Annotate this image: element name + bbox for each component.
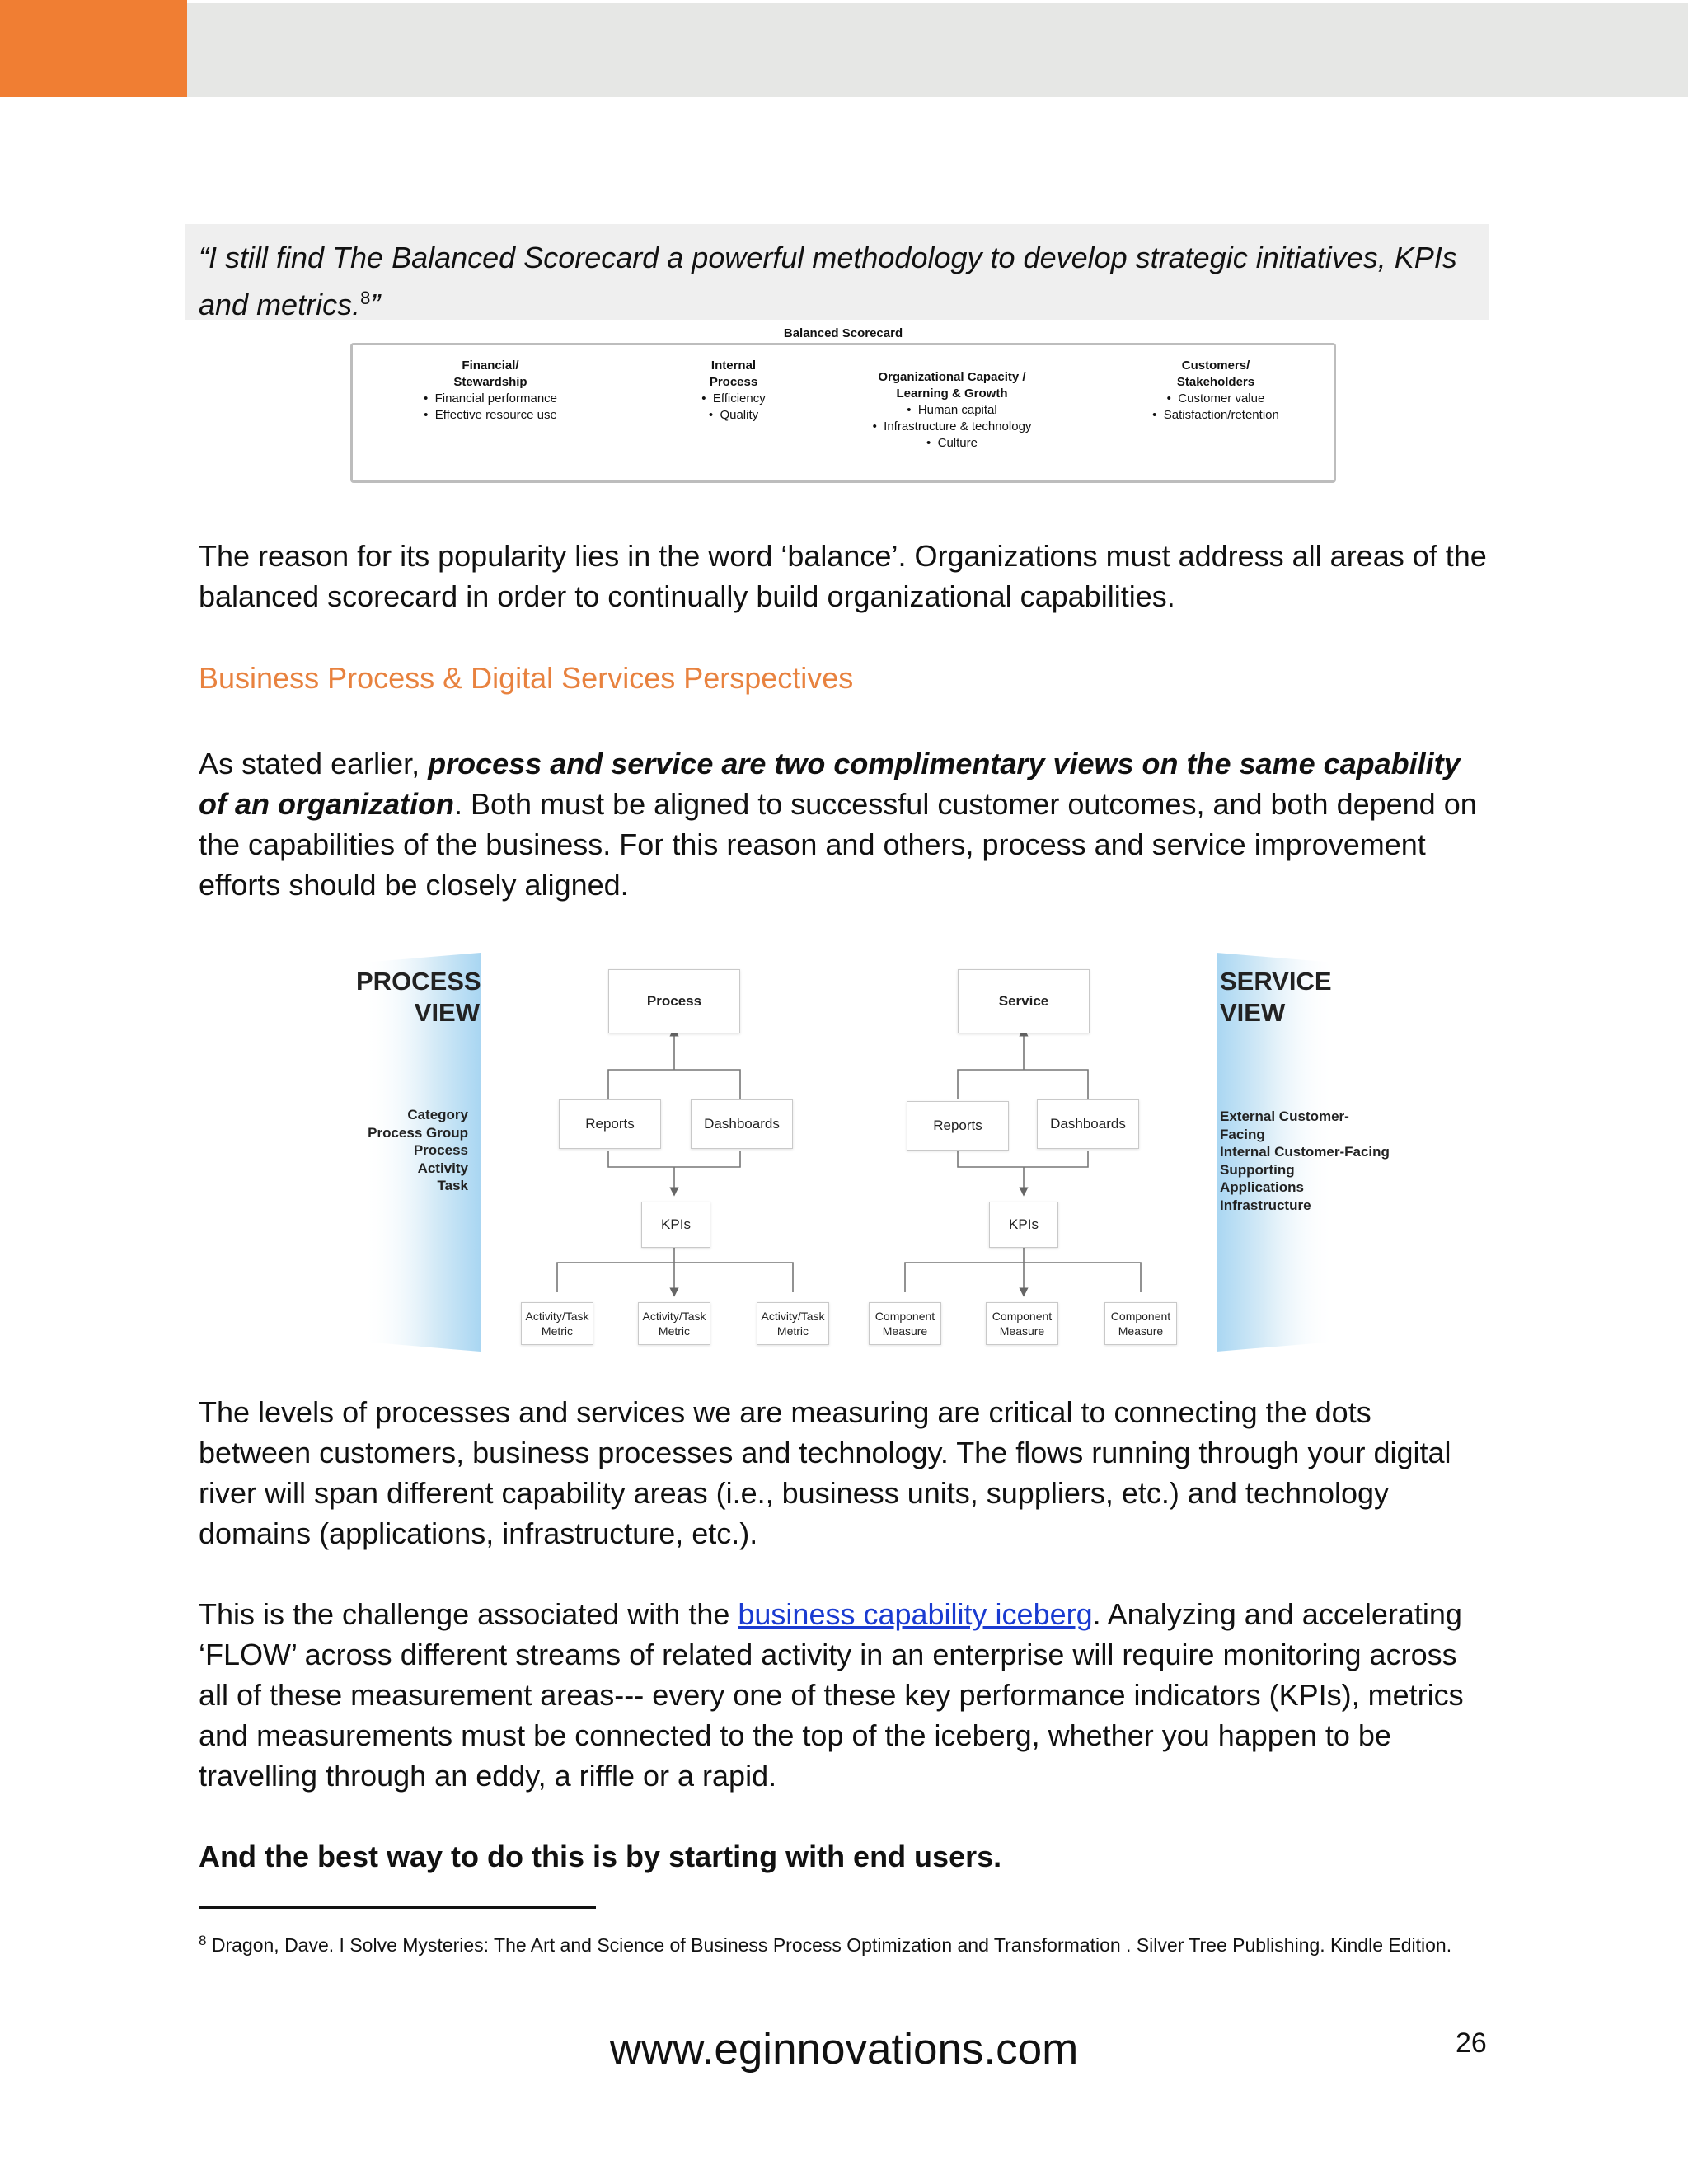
column-item: • Customer value xyxy=(1133,391,1298,407)
service-view-title xyxy=(1220,966,1368,1029)
process-levels-list xyxy=(346,1106,468,1195)
paragraph-stated-rest: . Both must be aligned to successful customer outcomes, and both depend on the capabilities of the business. For this reason and others, process and service improvement efforts should be closely aligned. xyxy=(199,787,1477,902)
process-metric-box xyxy=(638,1302,710,1345)
measure-label: Measure xyxy=(882,1324,928,1338)
process-view-title-line2: VIEW xyxy=(414,998,480,1027)
process-level: Task xyxy=(437,1178,468,1193)
footnote-text: Dragon, Dave. I Solve Mysteries: The Art and Science of Business Process Optimization and Transformation . Silver Tree Publishing. Kindle Edition. xyxy=(206,1934,1452,1956)
balanced-scorecard-title: Balanced Scorecard xyxy=(783,326,903,340)
header-band xyxy=(0,3,1688,97)
process-connectors xyxy=(557,1032,793,1292)
scorecard-column-financial xyxy=(396,358,585,424)
paragraph-iceberg-block xyxy=(199,1594,1489,1796)
service-levels-list xyxy=(1220,1108,1393,1214)
paragraph-iceberg-lead: This is the challenge associated with the xyxy=(199,1597,738,1631)
quote-open-mark: “ xyxy=(199,241,209,274)
column-heading: Financial/ xyxy=(462,359,519,373)
service-level: Applications xyxy=(1220,1179,1305,1195)
scorecard-column-learning-growth xyxy=(849,369,1055,452)
service-level: Internal Customer-Facing xyxy=(1220,1144,1390,1160)
column-item: • Financial performance xyxy=(396,391,585,407)
process-level: Process Group xyxy=(368,1124,468,1141)
measure-label: Component xyxy=(874,1310,935,1323)
paragraph-stated-lead: As stated earlier, xyxy=(199,747,429,780)
scorecard-column-internal-process xyxy=(676,358,791,424)
service-level: External Customer-Facing xyxy=(1220,1108,1349,1142)
service-measure-box xyxy=(1104,1302,1177,1345)
process-reports-box: Reports xyxy=(559,1099,661,1149)
measure-label: Measure xyxy=(1118,1324,1164,1338)
metric-label: Metric xyxy=(776,1324,809,1338)
paragraph-balance-block xyxy=(199,536,1489,616)
paragraph-levels: The levels of processes and services we are measuring are critical to connecting the dots between customers, business processes and technology. The flows running through your digital river will span different capability areas (i.e., business units, suppliers, etc.) and technology domains (applications, infrastructure, etc.). xyxy=(199,1395,1451,1550)
paragraph-iceberg xyxy=(199,1594,1489,1796)
paragraph-iceberg-rest: . Analyzing and accelerating ‘FLOW’ across different streams of related activity in an enterprise will require monitoring across all of these measurement areas--- every one of these key performance indicators (KPIs), metrics and measurements must be connected to the top of the iceberg, whether you happen to be travelling through an eddy, a riffle or a rapid. xyxy=(199,1597,1464,1793)
column-heading: Organizational Capacity / xyxy=(878,370,1026,384)
process-box: Process xyxy=(608,969,740,1033)
column-heading: Stewardship xyxy=(453,375,528,389)
measure-label: Component xyxy=(1110,1310,1171,1323)
process-metric-box xyxy=(521,1302,593,1345)
measure-label: Component xyxy=(992,1310,1053,1323)
column-heading: Customers/ xyxy=(1181,359,1250,373)
service-box: Service xyxy=(958,969,1090,1033)
service-view-title-line1: SERVICE xyxy=(1220,967,1332,996)
process-level: Process xyxy=(413,1142,468,1158)
footnote xyxy=(199,1927,1489,1959)
service-measure-box xyxy=(986,1302,1058,1345)
column-heading: Learning & Growth xyxy=(896,387,1008,401)
paragraph-best-way: And the best way to do this is by starting with end users. xyxy=(199,1840,1002,1873)
paragraph-best-block xyxy=(199,1836,1489,1877)
column-heading: Process xyxy=(709,375,758,389)
process-view-title-line1: PROCESS xyxy=(356,967,481,996)
paragraph-stated-block xyxy=(199,743,1489,905)
quote-footnote-ref[interactable]: 8 xyxy=(360,288,371,308)
metric-label: Metric xyxy=(541,1324,574,1338)
column-item: • Efficiency xyxy=(676,391,791,407)
section-heading: Business Process & Digital Services Perspectives xyxy=(199,661,854,695)
service-connectors xyxy=(905,1032,1141,1292)
metric-label: Metric xyxy=(658,1324,691,1338)
service-dashboards-box: Dashboards xyxy=(1037,1099,1139,1149)
metric-label: Activity/Task xyxy=(642,1310,706,1323)
column-item: • Human capital xyxy=(849,402,1055,419)
footnote-divider xyxy=(199,1906,596,1909)
column-item: • Culture xyxy=(849,435,1055,452)
process-service-diagram xyxy=(346,946,1393,1358)
column-item: • Satisfaction/retention xyxy=(1133,407,1298,424)
service-measure-box xyxy=(869,1302,941,1345)
column-heading: Internal xyxy=(710,359,757,373)
process-dashboards-box: Dashboards xyxy=(691,1099,793,1149)
column-item: • Infrastructure & technology xyxy=(849,419,1055,435)
page-number: 26 xyxy=(1456,2027,1487,2059)
metric-label: Activity/Task xyxy=(761,1310,825,1323)
paragraph-stated xyxy=(199,743,1489,905)
measure-label: Measure xyxy=(999,1324,1045,1338)
column-item: • Quality xyxy=(676,407,791,424)
process-level: Activity xyxy=(417,1160,468,1176)
column-item: • Effective resource use xyxy=(396,407,585,424)
process-level: Category xyxy=(407,1107,468,1122)
service-reports-box: Reports xyxy=(907,1101,1009,1151)
paragraph-stated-emphasis: process and service are two complimentary views on the same capability of an organization xyxy=(199,747,1461,821)
quote-close-mark: ” xyxy=(370,288,381,321)
scorecard-column-customers xyxy=(1133,358,1298,424)
process-kpis-box: KPIs xyxy=(641,1202,710,1248)
paragraph-balance: The reason for its popularity lies in the word ‘balance’. Organizations must address all areas of the balanced scorecard in order to continually build organizational capabilities. xyxy=(199,539,1487,613)
metric-label: Activity/Task xyxy=(525,1310,589,1323)
service-level: Supporting xyxy=(1220,1161,1295,1178)
footnote-number: 8 xyxy=(199,1933,207,1948)
header-accent-block xyxy=(0,0,187,97)
service-level: Infrastructure xyxy=(1220,1197,1311,1213)
service-kpis-box: KPIs xyxy=(989,1202,1058,1248)
business-capability-iceberg-link[interactable]: business capability iceberg xyxy=(738,1597,1093,1631)
process-view-title xyxy=(356,966,480,1029)
process-metric-box xyxy=(757,1302,829,1345)
service-view-title-line2: VIEW xyxy=(1220,998,1286,1027)
quote-text: I still find The Balanced Scorecard a powerful methodology to develop strategic initiatives, KPIs and metrics. xyxy=(199,241,1457,321)
footer-website[interactable]: www.eginnovations.com xyxy=(609,2025,1079,2074)
balanced-scorecard-figure xyxy=(346,326,1340,488)
pull-quote xyxy=(185,224,1489,320)
column-heading: Stakeholders xyxy=(1176,375,1255,389)
paragraph-levels-block xyxy=(199,1392,1489,1554)
